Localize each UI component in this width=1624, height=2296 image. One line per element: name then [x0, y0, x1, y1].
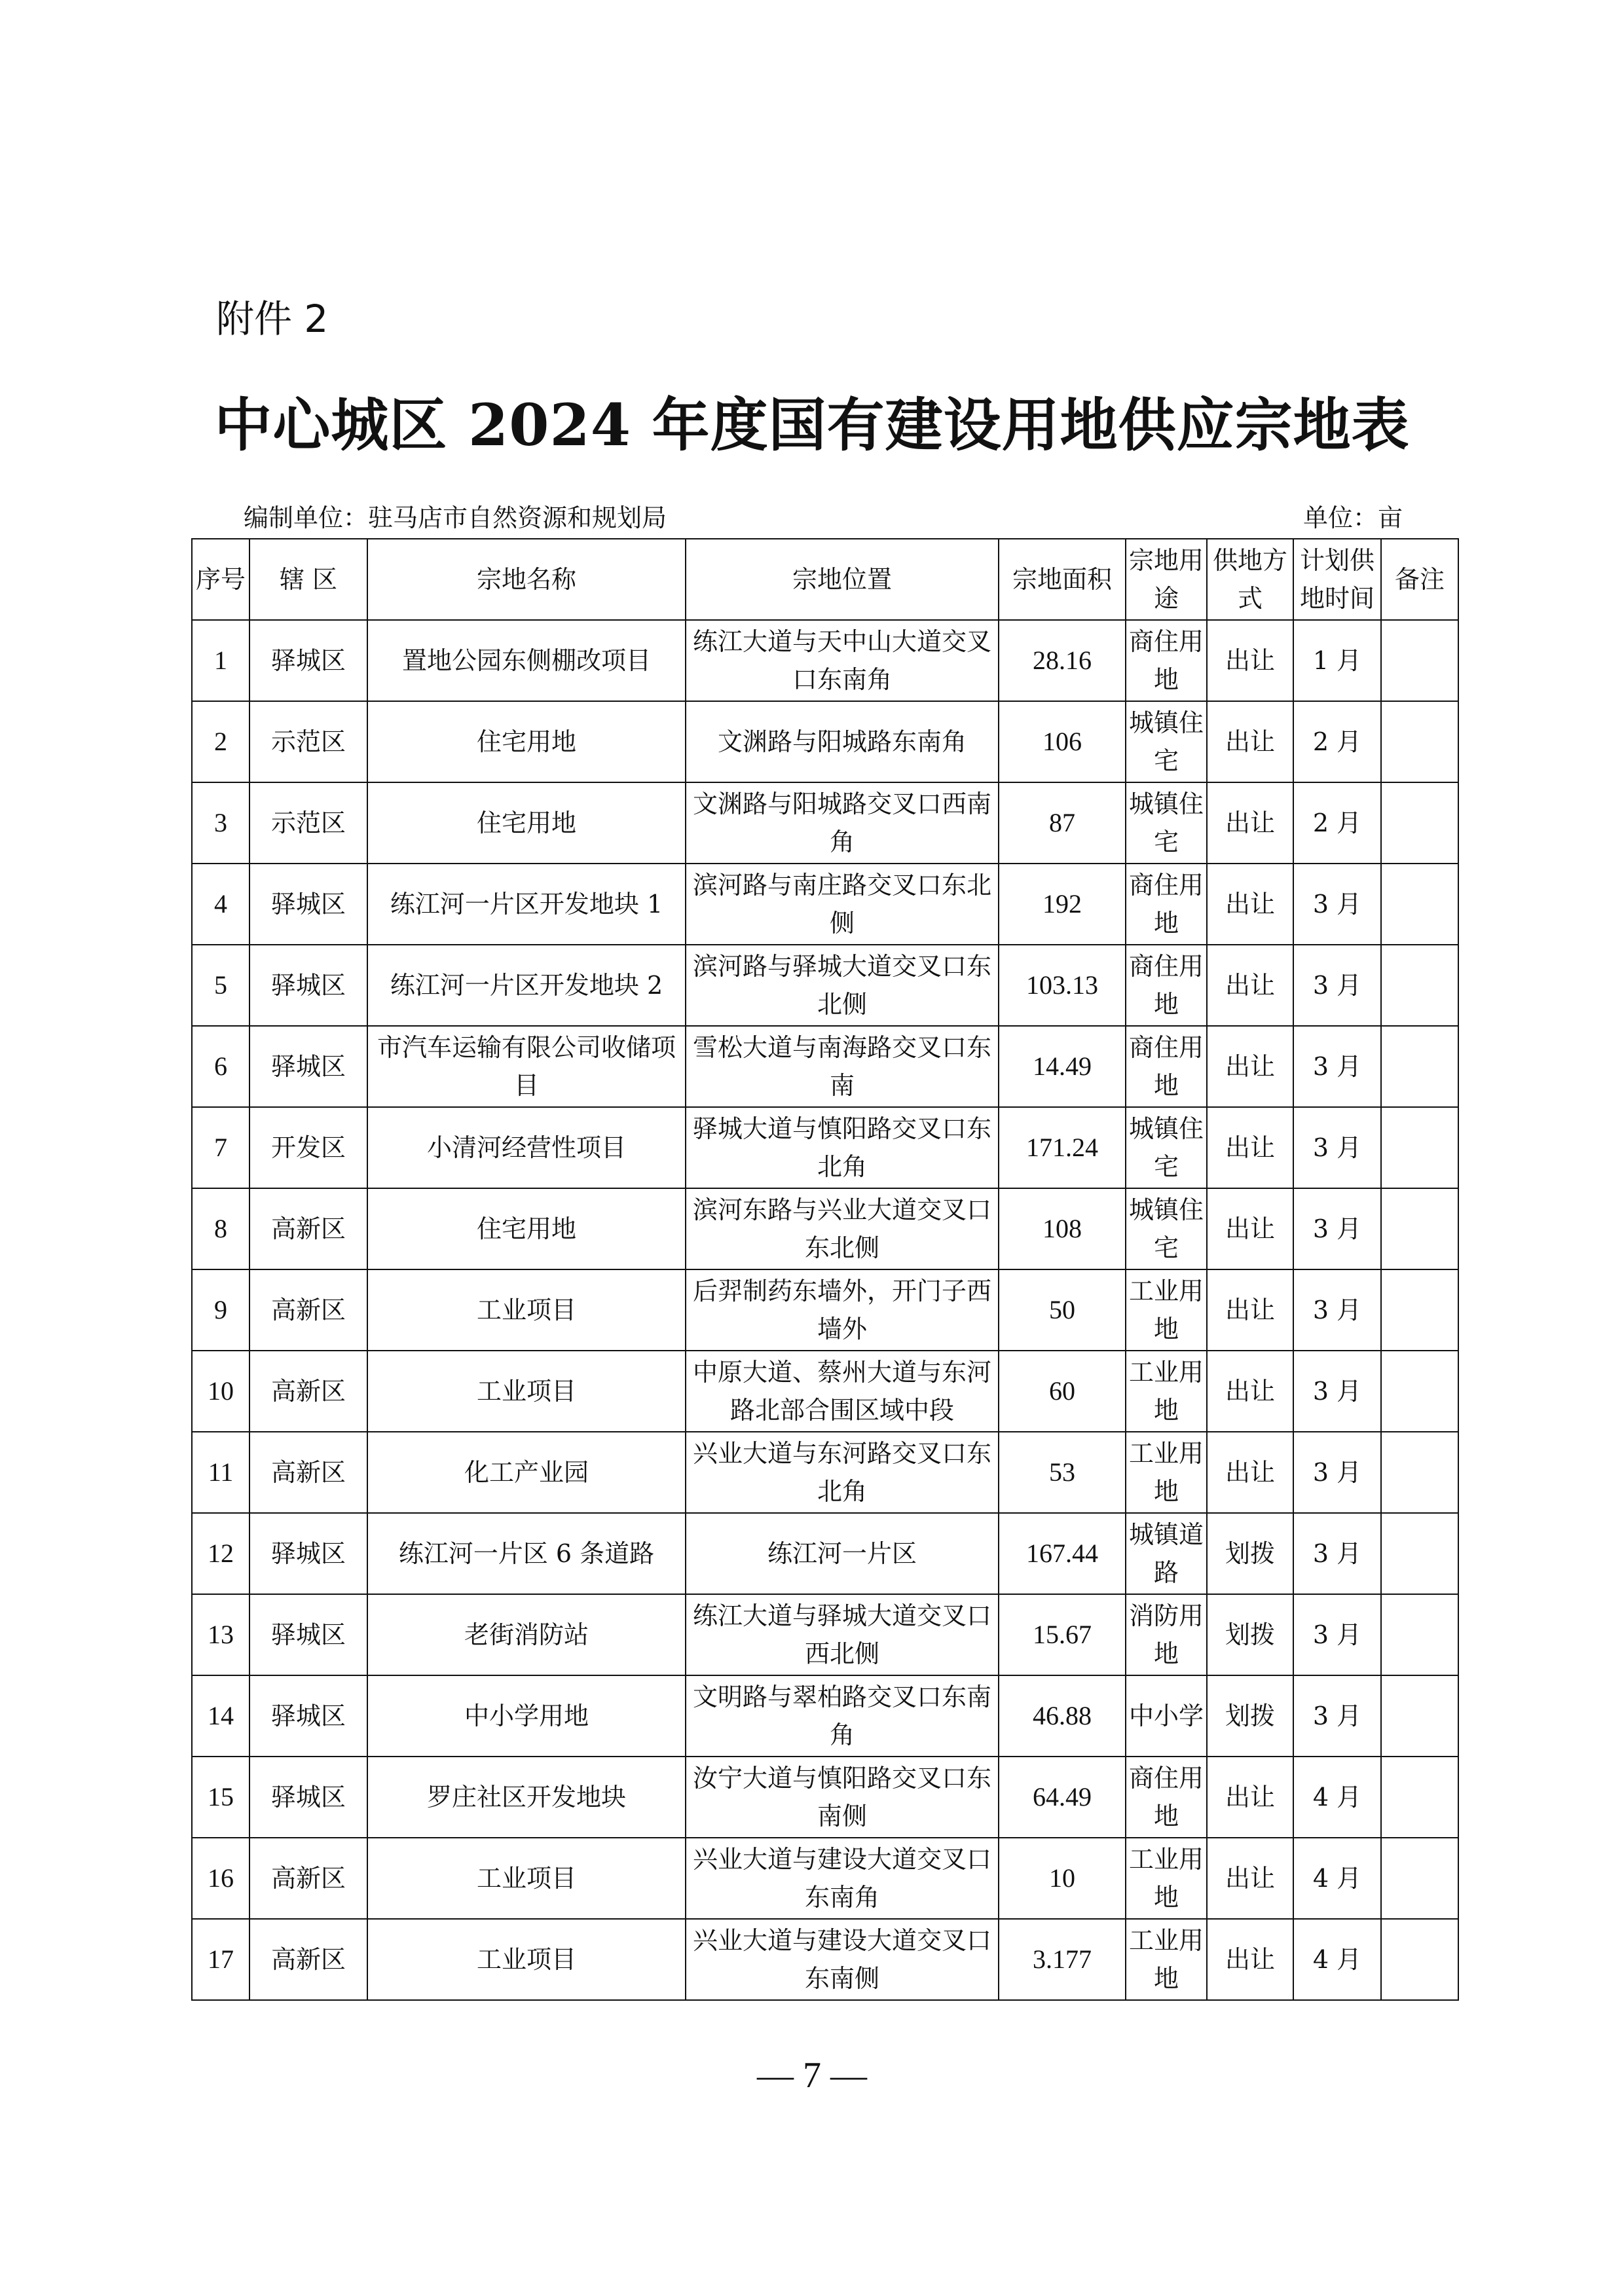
col-header-location: 宗地位置 — [686, 539, 999, 620]
col-header-use: 宗地用途 — [1126, 539, 1207, 620]
cell-name: 工业项目 — [367, 1351, 686, 1432]
cell-district: 高新区 — [249, 1432, 367, 1513]
cell-district: 高新区 — [249, 1269, 367, 1351]
table-row — [192, 1675, 1458, 1757]
table-row — [192, 945, 1458, 1026]
cell-use: 城镇住宅 — [1126, 1107, 1207, 1188]
cell-remark — [1381, 1026, 1458, 1107]
cell-location: 兴业大道与东河路交叉口东北角 — [686, 1432, 999, 1513]
attachment-label: 附件 2 — [216, 297, 329, 341]
cell-use: 消防用地 — [1126, 1594, 1207, 1675]
table-row — [192, 1838, 1458, 1919]
cell-name: 工业项目 — [367, 1919, 686, 2000]
cell-time: 3 月 — [1293, 1594, 1381, 1675]
cell-time: 3 月 — [1293, 1675, 1381, 1757]
cell-use: 工业用地 — [1126, 1919, 1207, 2000]
cell-area: 167.44 — [999, 1513, 1126, 1594]
cell-name: 住宅用地 — [367, 1188, 686, 1269]
cell-district: 驿城区 — [249, 864, 367, 945]
cell-use: 工业用地 — [1126, 1269, 1207, 1351]
cell-time: 3 月 — [1293, 1269, 1381, 1351]
cell-method: 出让 — [1207, 1919, 1293, 2000]
table-row — [192, 1188, 1458, 1269]
cell-district: 示范区 — [249, 782, 367, 864]
cell-location: 滨河路与南庄路交叉口东北侧 — [686, 864, 999, 945]
cell-district: 驿城区 — [249, 1026, 367, 1107]
cell-name: 工业项目 — [367, 1838, 686, 1919]
cell-remark — [1381, 1594, 1458, 1675]
cell-location: 汝宁大道与慎阳路交叉口东南侧 — [686, 1757, 999, 1838]
table-row — [192, 1513, 1458, 1594]
cell-method: 出让 — [1207, 620, 1293, 701]
col-header-time: 计划供地时间 — [1293, 539, 1381, 620]
cell-time: 3 月 — [1293, 864, 1381, 945]
cell-area: 28.16 — [999, 620, 1126, 701]
cell-use: 商住用地 — [1126, 1757, 1207, 1838]
cell-remark — [1381, 1107, 1458, 1188]
cell-seq: 16 — [192, 1838, 249, 1919]
table-row — [192, 1757, 1458, 1838]
cell-remark — [1381, 1188, 1458, 1269]
cell-location: 练江河一片区 — [686, 1513, 999, 1594]
cell-name: 住宅用地 — [367, 782, 686, 864]
cell-use: 工业用地 — [1126, 1351, 1207, 1432]
cell-seq: 10 — [192, 1351, 249, 1432]
cell-area: 103.13 — [999, 945, 1126, 1026]
cell-use: 商住用地 — [1126, 864, 1207, 945]
cell-method: 划拨 — [1207, 1675, 1293, 1757]
cell-time: 4 月 — [1293, 1757, 1381, 1838]
cell-method: 出让 — [1207, 1432, 1293, 1513]
cell-district: 驿城区 — [249, 1513, 367, 1594]
cell-location: 兴业大道与建设大道交叉口东南角 — [686, 1838, 999, 1919]
cell-name: 市汽车运输有限公司收储项目 — [367, 1026, 686, 1107]
cell-seq: 13 — [192, 1594, 249, 1675]
cell-name: 练江河一片区开发地块 1 — [367, 864, 686, 945]
table-row — [192, 1269, 1458, 1351]
land-supply-table — [191, 538, 1459, 2001]
cell-name: 置地公园东侧棚改项目 — [367, 620, 686, 701]
cell-remark — [1381, 1432, 1458, 1513]
cell-location: 滨河东路与兴业大道交叉口东北侧 — [686, 1188, 999, 1269]
cell-remark — [1381, 1675, 1458, 1757]
cell-method: 出让 — [1207, 1838, 1293, 1919]
cell-use: 工业用地 — [1126, 1432, 1207, 1513]
cell-time: 4 月 — [1293, 1919, 1381, 2000]
table-row — [192, 782, 1458, 864]
cell-seq: 2 — [192, 701, 249, 782]
col-header-remark: 备注 — [1381, 539, 1458, 620]
cell-name: 工业项目 — [367, 1269, 686, 1351]
cell-area: 64.49 — [999, 1757, 1126, 1838]
cell-district: 开发区 — [249, 1107, 367, 1188]
cell-method: 出让 — [1207, 1269, 1293, 1351]
cell-time: 3 月 — [1293, 1432, 1381, 1513]
cell-method: 出让 — [1207, 864, 1293, 945]
cell-remark — [1381, 1351, 1458, 1432]
col-header-district: 辖 区 — [249, 539, 367, 620]
cell-name: 练江河一片区 6 条道路 — [367, 1513, 686, 1594]
cell-seq: 14 — [192, 1675, 249, 1757]
cell-use: 城镇住宅 — [1126, 782, 1207, 864]
page-title: 中心城区 2024 年度国有建设用地供应宗地表 — [214, 391, 1410, 459]
cell-location: 驿城大道与慎阳路交叉口东北角 — [686, 1107, 999, 1188]
cell-method: 出让 — [1207, 1351, 1293, 1432]
cell-seq: 9 — [192, 1269, 249, 1351]
cell-area: 10 — [999, 1838, 1126, 1919]
table-header-row — [192, 539, 1458, 620]
compiler-info: 编制单位：驻马店市自然资源和规划局 — [244, 503, 667, 532]
cell-seq: 3 — [192, 782, 249, 864]
cell-method: 出让 — [1207, 1026, 1293, 1107]
cell-name: 小清河经营性项目 — [367, 1107, 686, 1188]
cell-time: 3 月 — [1293, 1026, 1381, 1107]
cell-method: 出让 — [1207, 701, 1293, 782]
table-row — [192, 1351, 1458, 1432]
table-row — [192, 1594, 1458, 1675]
cell-method: 出让 — [1207, 1757, 1293, 1838]
cell-location: 滨河路与驿城大道交叉口东北侧 — [686, 945, 999, 1026]
cell-name: 罗庄社区开发地块 — [367, 1757, 686, 1838]
table-row — [192, 864, 1458, 945]
cell-district: 驿城区 — [249, 1757, 367, 1838]
col-header-seq: 序号 — [192, 539, 249, 620]
cell-location: 练江大道与天中山大道交叉口东南角 — [686, 620, 999, 701]
cell-time: 3 月 — [1293, 1188, 1381, 1269]
cell-district: 驿城区 — [249, 1594, 367, 1675]
cell-name: 住宅用地 — [367, 701, 686, 782]
cell-method: 划拨 — [1207, 1594, 1293, 1675]
table-row — [192, 1107, 1458, 1188]
col-header-name: 宗地名称 — [367, 539, 686, 620]
cell-area: 53 — [999, 1432, 1126, 1513]
cell-area: 15.67 — [999, 1594, 1126, 1675]
cell-method: 出让 — [1207, 1188, 1293, 1269]
cell-remark — [1381, 864, 1458, 945]
cell-area: 60 — [999, 1351, 1126, 1432]
cell-remark — [1381, 1838, 1458, 1919]
cell-district: 高新区 — [249, 1351, 367, 1432]
cell-location: 雪松大道与南海路交叉口东南 — [686, 1026, 999, 1107]
cell-use: 工业用地 — [1126, 1838, 1207, 1919]
table-row — [192, 620, 1458, 701]
cell-area: 108 — [999, 1188, 1126, 1269]
cell-location: 文渊路与阳城路交叉口西南角 — [686, 782, 999, 864]
cell-location: 练江大道与驿城大道交叉口西北侧 — [686, 1594, 999, 1675]
cell-area: 3.177 — [999, 1919, 1126, 2000]
cell-location: 文明路与翠柏路交叉口东南角 — [686, 1675, 999, 1757]
cell-seq: 7 — [192, 1107, 249, 1188]
table-row — [192, 1432, 1458, 1513]
cell-use: 商住用地 — [1126, 1026, 1207, 1107]
cell-seq: 15 — [192, 1757, 249, 1838]
cell-name: 老街消防站 — [367, 1594, 686, 1675]
cell-area: 46.88 — [999, 1675, 1126, 1757]
cell-time: 2 月 — [1293, 701, 1381, 782]
cell-district: 驿城区 — [249, 1675, 367, 1757]
cell-time: 4 月 — [1293, 1838, 1381, 1919]
cell-seq: 12 — [192, 1513, 249, 1594]
cell-location: 中原大道、蔡州大道与东河路北部合围区域中段 — [686, 1351, 999, 1432]
cell-name: 练江河一片区开发地块 2 — [367, 945, 686, 1026]
cell-seq: 1 — [192, 620, 249, 701]
cell-seq: 4 — [192, 864, 249, 945]
table-body — [192, 620, 1458, 2000]
cell-time: 3 月 — [1293, 1513, 1381, 1594]
cell-district: 高新区 — [249, 1838, 367, 1919]
cell-location: 兴业大道与建设大道交叉口东南侧 — [686, 1919, 999, 2000]
cell-remark — [1381, 782, 1458, 864]
cell-area: 106 — [999, 701, 1126, 782]
cell-seq: 11 — [192, 1432, 249, 1513]
cell-remark — [1381, 1919, 1458, 2000]
cell-time: 3 月 — [1293, 945, 1381, 1026]
cell-location: 文渊路与阳城路东南角 — [686, 701, 999, 782]
cell-use: 城镇住宅 — [1126, 701, 1207, 782]
cell-use: 商住用地 — [1126, 620, 1207, 701]
cell-time: 3 月 — [1293, 1351, 1381, 1432]
table-row — [192, 1026, 1458, 1107]
cell-method: 划拨 — [1207, 1513, 1293, 1594]
cell-name: 化工产业园 — [367, 1432, 686, 1513]
cell-remark — [1381, 1757, 1458, 1838]
cell-use: 城镇道路 — [1126, 1513, 1207, 1594]
cell-use: 中小学 — [1126, 1675, 1207, 1757]
cell-seq: 8 — [192, 1188, 249, 1269]
col-header-method: 供地方式 — [1207, 539, 1293, 620]
cell-remark — [1381, 1269, 1458, 1351]
cell-district: 驿城区 — [249, 620, 367, 701]
table-row — [192, 701, 1458, 782]
cell-time: 1 月 — [1293, 620, 1381, 701]
cell-remark — [1381, 945, 1458, 1026]
unit-info: 单位：亩 — [1303, 503, 1403, 532]
cell-method: 出让 — [1207, 1107, 1293, 1188]
table-row — [192, 1919, 1458, 2000]
col-header-area: 宗地面积 — [999, 539, 1126, 620]
cell-district: 示范区 — [249, 701, 367, 782]
page-number: — 7 — — [757, 2055, 867, 2096]
cell-district: 驿城区 — [249, 945, 367, 1026]
cell-location: 后羿制药东墙外，开门子西墙外 — [686, 1269, 999, 1351]
cell-method: 出让 — [1207, 782, 1293, 864]
cell-seq: 5 — [192, 945, 249, 1026]
cell-remark — [1381, 701, 1458, 782]
cell-seq: 17 — [192, 1919, 249, 2000]
cell-area: 192 — [999, 864, 1126, 945]
cell-remark — [1381, 1513, 1458, 1594]
cell-area: 171.24 — [999, 1107, 1126, 1188]
cell-method: 出让 — [1207, 945, 1293, 1026]
cell-time: 2 月 — [1293, 782, 1381, 864]
cell-district: 高新区 — [249, 1188, 367, 1269]
cell-use: 商住用地 — [1126, 945, 1207, 1026]
cell-name: 中小学用地 — [367, 1675, 686, 1757]
cell-area: 50 — [999, 1269, 1126, 1351]
cell-district: 高新区 — [249, 1919, 367, 2000]
cell-area: 14.49 — [999, 1026, 1126, 1107]
cell-area: 87 — [999, 782, 1126, 864]
cell-seq: 6 — [192, 1026, 249, 1107]
cell-use: 城镇住宅 — [1126, 1188, 1207, 1269]
cell-time: 3 月 — [1293, 1107, 1381, 1188]
cell-remark — [1381, 620, 1458, 701]
